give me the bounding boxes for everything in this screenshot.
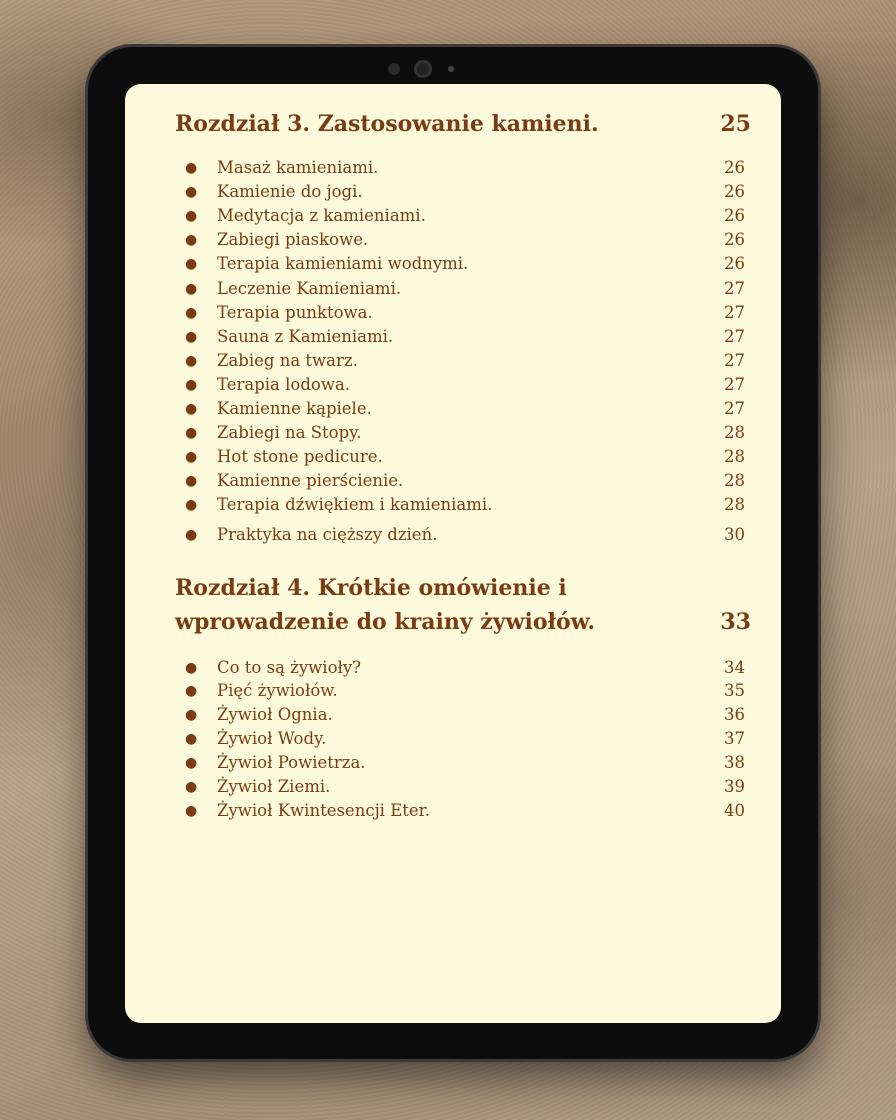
toc-item-label: Żywioł Ognia. bbox=[217, 705, 333, 724]
bullet-icon: ● bbox=[185, 803, 198, 819]
tablet-device bbox=[88, 47, 818, 1059]
toc-item-label: Żywioł Kwintesencji Eter. bbox=[217, 801, 430, 820]
toc-item[interactable] bbox=[175, 325, 745, 349]
toc-item[interactable] bbox=[175, 277, 745, 301]
bullet-icon: ● bbox=[185, 497, 198, 513]
toc-item[interactable] bbox=[175, 349, 745, 373]
toc-item-page: 30 bbox=[724, 525, 745, 544]
toc-item[interactable] bbox=[175, 751, 745, 775]
toc-item-page: 28 bbox=[724, 471, 745, 490]
bullet-icon: ● bbox=[185, 184, 198, 200]
toc-item-page: 28 bbox=[724, 447, 745, 466]
bullet-icon: ● bbox=[185, 779, 198, 795]
bullet-icon: ● bbox=[185, 401, 198, 417]
toc-item-page: 35 bbox=[724, 681, 745, 700]
light-sensor-icon bbox=[448, 66, 454, 72]
toc-item[interactable] bbox=[175, 727, 745, 751]
bullet-icon: ● bbox=[185, 160, 198, 176]
toc-item-label: Kamienne pierścienie. bbox=[217, 471, 404, 490]
bullet-icon: ● bbox=[185, 731, 198, 747]
bullet-icon: ● bbox=[185, 256, 198, 272]
toc-item-page: 27 bbox=[724, 303, 745, 322]
toc-item[interactable] bbox=[175, 373, 745, 397]
toc-item-label: Medytacja z kamieniami. bbox=[217, 206, 426, 225]
bullet-icon: ● bbox=[185, 707, 198, 723]
toc-item-label: Żywioł Wody. bbox=[217, 729, 327, 748]
bullet-icon: ● bbox=[185, 527, 198, 543]
toc-item-page: 38 bbox=[724, 753, 745, 772]
toc-item-label: Żywioł Powietrza. bbox=[217, 753, 366, 772]
toc-item[interactable] bbox=[175, 469, 745, 493]
toc-item-label: Pięć żywiołów. bbox=[217, 681, 338, 700]
sensor-icon bbox=[388, 63, 400, 75]
toc-item[interactable] bbox=[175, 204, 745, 228]
toc-item-page: 26 bbox=[724, 182, 745, 201]
toc-item[interactable] bbox=[175, 493, 745, 517]
toc-item-page: 26 bbox=[724, 254, 745, 273]
toc-item[interactable] bbox=[175, 252, 745, 276]
toc-item[interactable] bbox=[175, 656, 745, 680]
screen bbox=[125, 84, 781, 1023]
toc-item[interactable] bbox=[175, 445, 745, 469]
toc-item-label: Sauna z Kamieniami. bbox=[217, 327, 394, 346]
bullet-icon: ● bbox=[185, 281, 198, 297]
toc-item-page: 27 bbox=[724, 327, 745, 346]
chapter-page-number: 33 bbox=[720, 609, 751, 635]
bullet-icon: ● bbox=[185, 305, 198, 321]
toc-item[interactable] bbox=[175, 523, 745, 547]
toc-item-label: Kamienie do jogi. bbox=[217, 182, 363, 201]
toc-item-page: 28 bbox=[724, 495, 745, 514]
toc-item-label: Leczenie Kamieniami. bbox=[217, 279, 402, 298]
toc-item-page: 37 bbox=[724, 729, 745, 748]
toc-item[interactable] bbox=[175, 679, 745, 703]
toc-item-page: 27 bbox=[724, 279, 745, 298]
toc-item-label: Terapia dźwiękiem i kamieniami. bbox=[217, 495, 493, 514]
bullet-icon: ● bbox=[185, 208, 198, 224]
toc-item[interactable] bbox=[175, 421, 745, 445]
toc-item-page: 27 bbox=[724, 351, 745, 370]
bullet-icon: ● bbox=[185, 449, 198, 465]
toc-item-label: Zabiegi piaskowe. bbox=[217, 230, 369, 249]
bullet-icon: ● bbox=[185, 473, 198, 489]
toc-item-label: Terapia lodowa. bbox=[217, 375, 351, 394]
bullet-icon: ● bbox=[185, 329, 198, 345]
bullet-icon: ● bbox=[185, 425, 198, 441]
toc-item-page: 26 bbox=[724, 206, 745, 225]
camera-icon bbox=[414, 60, 432, 78]
toc-item[interactable] bbox=[175, 703, 745, 727]
toc-item-label: Terapia punktowa. bbox=[217, 303, 373, 322]
toc-item[interactable] bbox=[175, 156, 745, 180]
chapter-title-line-2: wprowadzenie do krainy żywiołów. bbox=[175, 609, 596, 635]
bullet-icon: ● bbox=[185, 377, 198, 393]
toc-item-label: Zabieg na twarz. bbox=[217, 351, 358, 370]
toc-item[interactable] bbox=[175, 301, 745, 325]
bullet-icon: ● bbox=[185, 755, 198, 771]
toc-item-label: Zabiegi na Stopy. bbox=[217, 423, 362, 442]
toc-item[interactable] bbox=[175, 180, 745, 204]
bullet-icon: ● bbox=[185, 660, 198, 676]
toc-item-label: Terapia kamieniami wodnymi. bbox=[217, 254, 469, 273]
toc-item-page: 34 bbox=[724, 658, 745, 677]
bullet-icon: ● bbox=[185, 232, 198, 248]
toc-item[interactable] bbox=[175, 799, 745, 823]
toc-item-page: 28 bbox=[724, 423, 745, 442]
toc-item-page: 27 bbox=[724, 375, 745, 394]
toc-item[interactable] bbox=[175, 228, 745, 252]
toc-item-page: 26 bbox=[724, 230, 745, 249]
toc-item-page: 27 bbox=[724, 399, 745, 418]
toc-item-label: Praktyka na cięższy dzień. bbox=[217, 525, 438, 544]
toc-item-label: Masaż kamieniami. bbox=[217, 158, 379, 177]
toc-item-page: 36 bbox=[724, 705, 745, 724]
toc-item-label: Żywioł Ziemi. bbox=[217, 777, 331, 796]
toc-item-page: 40 bbox=[724, 801, 745, 820]
toc-item[interactable] bbox=[175, 397, 745, 421]
toc-item-label: Co to są żywioły? bbox=[217, 658, 362, 677]
chapter-title-line-1: Rozdział 4. Krótkie omówienie i bbox=[175, 575, 567, 601]
toc-item-label: Hot stone pedicure. bbox=[217, 447, 383, 466]
chapter-page-number: 25 bbox=[720, 111, 751, 137]
bullet-icon: ● bbox=[185, 353, 198, 369]
toc-item[interactable] bbox=[175, 775, 745, 799]
chapter-title: Rozdział 3. Zastosowanie kamieni. bbox=[175, 111, 599, 137]
toc-item-page: 39 bbox=[724, 777, 745, 796]
bullet-icon: ● bbox=[185, 683, 198, 699]
toc-item-label: Kamienne kąpiele. bbox=[217, 399, 372, 418]
chapter-heading[interactable] bbox=[175, 571, 755, 641]
toc-item-page: 26 bbox=[724, 158, 745, 177]
